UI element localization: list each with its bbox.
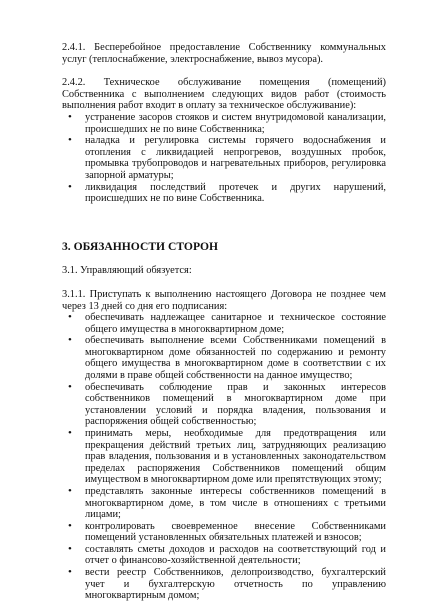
services-bullet-list: [62, 112, 386, 205]
list-item: • ликвидация последствий протечек и других нарушений, происшедших не по вине Собственника.: [62, 182, 386, 205]
paragraph-2-4-2: 2.4.2. Техническое обслуживание помещения (помещений) Собственника с выполнением следующих видов работ (стоимость выполнения работ входит в оплату за техническое обслуживание):: [62, 77, 386, 112]
paragraph-3-1-1: 3.1.1. Приступать к выполнению настоящего Договора не позднее чем через 13 дней со дня его подписания:: [62, 289, 386, 312]
paragraph-2-4-1: 2.4.1. Бесперебойное предоставление Собственнику коммунальных услуг (теплоснабжение, электроснабжение, вывоз мусора).: [62, 42, 386, 65]
list-item: • представлять законные интересы собственников помещений в многоквартирном доме, в том числе в отношениях с третьими лицами;: [62, 486, 386, 521]
list-item: • наладка и регулировка системы горячего водоснабжения и отопления с ликвидацией непрогревов, воздушных пробок, промывка трубопроводов и нагревательных приборов, регулировка запорной арматуры;: [62, 135, 386, 181]
list-item: • контролировать своевременное внесение Собственниками помещений установленных обязательных платежей и взносов;: [62, 521, 386, 544]
list-item: • устранение засоров стояков и систем внутридомовой канализации, происшедших не по вине Собственника;: [62, 112, 386, 135]
list-item: • обеспечивать соблюдение прав и законных интересов собственников помещений в многоквартирном доме при установлении условий и порядка владения, пользования и распоряжения общей собственностью;: [62, 382, 386, 428]
obligations-bullet-list: [62, 312, 386, 602]
section-heading: 3. ОБЯЗАННОСТИ СТОРОН: [62, 240, 218, 253]
list-item: • принимать меры, необходимые для предотвращения или прекращения действий третьих лиц, затрудняющих реализацию прав владения, пользования и в установленных законодательством пределах распоряжения Собственников помещений общим имуществом в многоквартирном доме или препятствующих этому;: [62, 428, 386, 486]
list-item: • обеспечивать выполнение всеми Собственниками помещений в многоквартирном доме обязанностей по содержанию и ремонту общего имущества в многоквартирном доме в соответствии с их долями в праве общей собственности на данное имущество;: [62, 335, 386, 381]
list-item: • обеспечивать надлежащее санитарное и техническое состояние общего имущества в многоквартирном доме;: [62, 312, 386, 335]
paragraph-3-1: 3.1. Управляющий обязуется:: [62, 265, 192, 276]
list-item: • вести реестр Собственников, делопроизводство, бухгалтерский учет и бухгалтерскую отчетность по управлению многоквартирным домом;: [62, 567, 386, 602]
list-item: • составлять сметы доходов и расходов на соответствующий год и отчет о финансово-хозяйственной деятельности;: [62, 544, 386, 567]
